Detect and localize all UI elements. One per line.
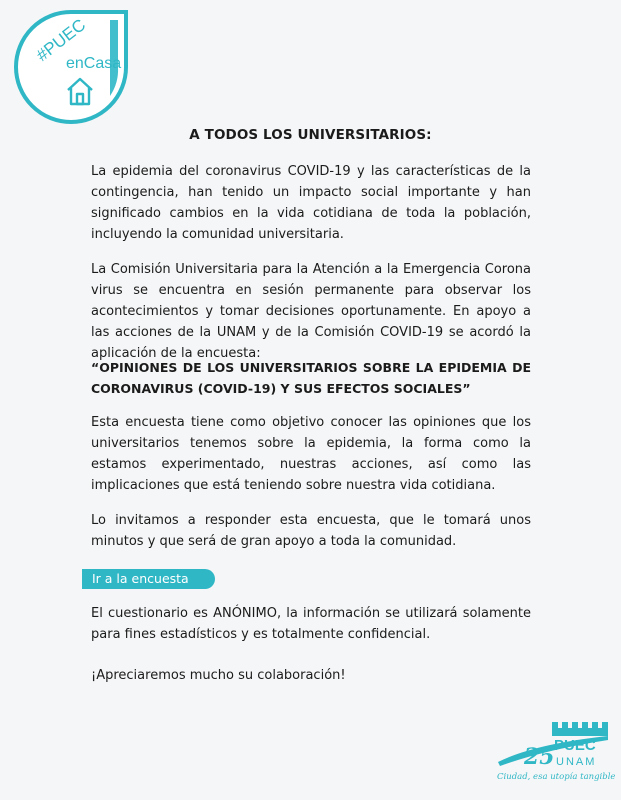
footer-tagline: Ciudad, esa utopía tangible — [497, 772, 616, 782]
go-to-survey-button[interactable]: Ir a la encuesta — [82, 569, 215, 589]
badge-encasa: enCasa — [66, 55, 122, 72]
anniversary-number: 25 — [524, 744, 555, 770]
thanks-paragraph: ¡Apreciaremos mucho su colaboración! — [91, 668, 346, 683]
badge-hashtag: #PUEC — [32, 15, 90, 66]
survey-title: “OPINIONES DE LOS UNIVERSITARIOS SOBRE LA EPIDEMIA DE CORONAVIRUS (COVID-19) Y SUS EFECTOS SOCIALES” — [91, 360, 531, 396]
invitation-paragraph: Lo invitamos a responder esta encuesta, que le tomará unos minutos y que será de gran apoyo a toda la comunidad. — [91, 513, 531, 549]
page-title: A TODOS LOS UNIVERSITARIOS: — [189, 127, 432, 143]
commission-paragraph: La Comisión Universitaria para la Atención a la Emergencia Corona virus se encuentra en sesión permanente para observar los acontecimientos y tomar decisiones oportunamente. En apoyo a las acciones de la UNAM y de la Comisión COVID-19 se acordó la aplicación de la encuesta: — [91, 262, 531, 361]
footer-org: PUEC — [554, 737, 596, 754]
footer-university: UNAM — [556, 756, 597, 768]
castle-icon — [552, 722, 608, 736]
anonymity-paragraph: El cuestionario es ANÓNIMO, la información se utilizará solamente para fines estadísticos y es totalmente confidencial. — [91, 606, 531, 642]
puec-encasa-logo — [14, 10, 128, 124]
objective-paragraph: Esta encuesta tiene como objetivo conocer las opiniones que los universitarios tenemos sobre la epidemia, la forma como la estamos experimentado, nuestras acciones, así como las implicaciones que está teniendo sobre nuestra vida cotidiana. — [91, 415, 531, 493]
intro-paragraph: La epidemia del coronavirus COVID-19 y las características de la contingencia, han tenido un impacto social importante y han significado cambios en la vida cotidiana de toda la población, incluyendo la comunidad universitaria. — [91, 164, 531, 242]
